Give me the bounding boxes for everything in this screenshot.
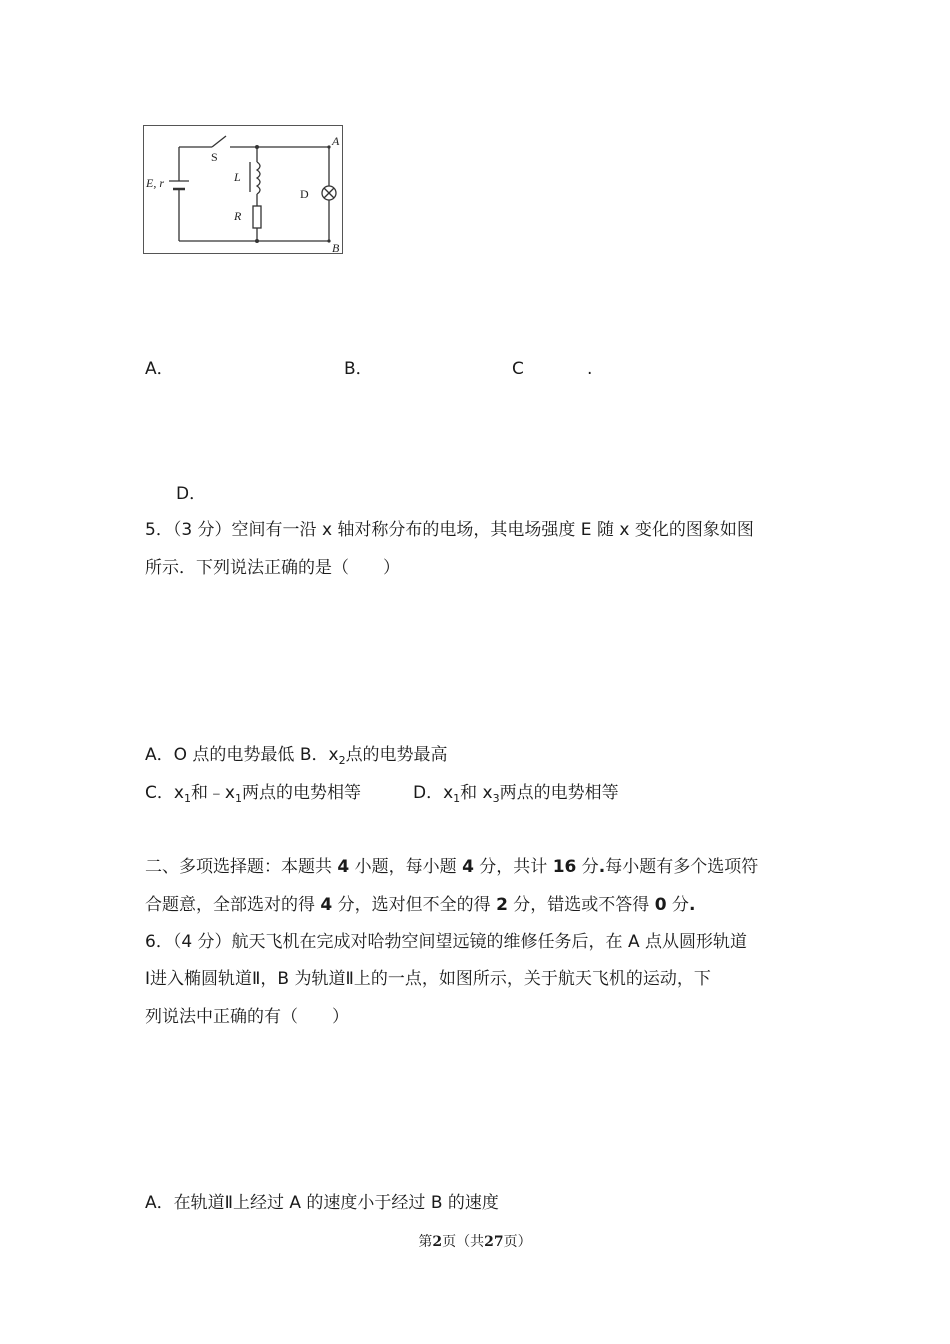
q5-stem-line1: 5．（3 分）空间有一沿 x 轴对称分布的电场，其电场强度 E 随 x 变化的图象如图: [145, 520, 754, 540]
q5-option-a: A．O 点的电势最低: [145, 745, 295, 765]
circuit-diagram: [144, 126, 342, 253]
switch-label: S: [211, 150, 218, 164]
q6-option-a: A．在轨道Ⅱ上经过 A 的速度小于经过 B 的速度: [145, 1193, 499, 1213]
resistor-label: R: [234, 209, 242, 223]
lamp-label: D: [300, 187, 309, 201]
q5-option-d: D．$x_1$和 $x_3$两点的电势相等: [413, 783, 619, 805]
q5-stem-line2: 所示．下列说法正确的是（ ）: [145, 558, 400, 578]
inductor-label: L: [234, 170, 241, 184]
circuit-figure: [143, 125, 343, 254]
section2-instructions-line2: 合题意，全部选对的得 4 分，选对但不全的得 2 分，错选或不答得 0 分.: [145, 895, 696, 915]
q5-option-b: B．$x_2$点的电势最高: [299, 745, 448, 767]
q4-option-c-dot: .: [587, 359, 593, 379]
q5-option-a-b: [145, 744, 448, 766]
page-footer: 第2页（共27页）: [418, 1234, 532, 1250]
q4-option-d: D．: [176, 484, 207, 504]
battery-label: E, r: [146, 176, 164, 190]
point-b-label: B: [332, 241, 340, 253]
q4-option-c: C: [512, 359, 524, 379]
q6-stem-line2: Ⅰ进入椭圆轨道Ⅱ，B 为轨道Ⅱ上的一点，如图所示，关于航天飞机的运动，下: [145, 969, 711, 989]
q4-option-a: A．: [145, 359, 174, 379]
q6-stem-line1: 6．（4 分）航天飞机在完成对哈勃空间望远镜的维修任务后，在 A 点从圆形轨道: [145, 932, 747, 952]
point-a-label: A: [332, 134, 340, 148]
q5-option-c: C．$x_1$和$﹣x_1$两点的电势相等: [145, 783, 361, 805]
section2-instructions-line1: 二、多项选择题：本题共 4 小题，每小题 4 分，共计 16 分.每小题有多个选项符: [145, 857, 759, 877]
q4-option-b: B．: [344, 359, 373, 379]
q6-stem-line3: 列说法中正确的有（ ）: [145, 1007, 349, 1027]
